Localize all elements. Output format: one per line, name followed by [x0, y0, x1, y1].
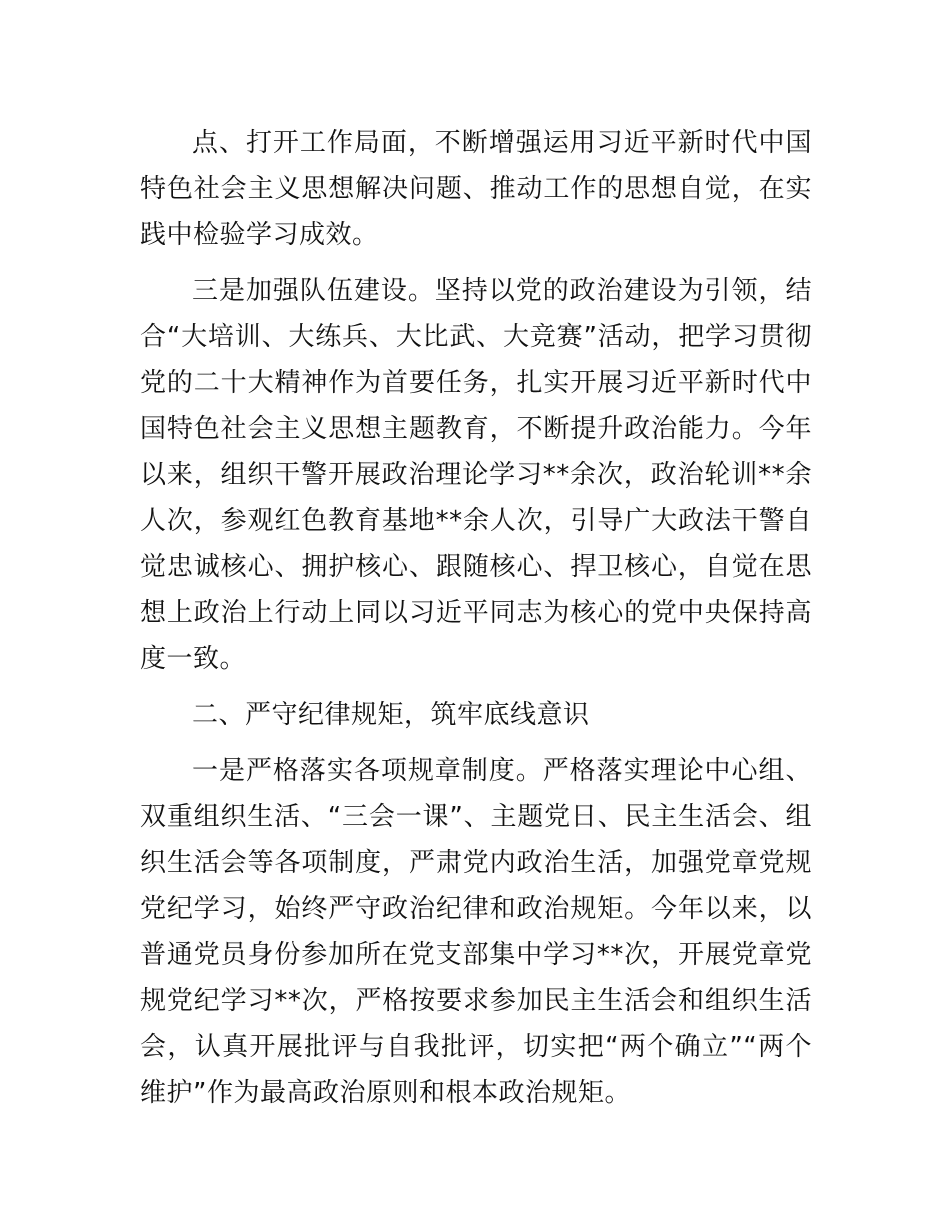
paragraph-team-building: 三是加强队伍建设。坚持以党的政治建设为引领，结合“大培训、大练兵、大比武、大竞赛”活动，把学习贯彻党的二十大精神作为首要任务，扎实开展习近平新时代中国特色社会主义思想主题教育，不断提升政治能力。今年以来，组织干警开展政治理论学习**余次，政治轮训**余人次，参观红色教育基地**余人次，引导广大政法干警自觉忠诚核心、拥护核心、跟随核心、捍卫核心，自觉在思想上政治上行动上同以习近平同志为核心的党中央保持高度一致。 [140, 276, 812, 674]
paragraph-regulations: 一是严格落实各项规章制度。严格落实理论中心组、双重组织生活、“三会一课”、主题党日、民主生活会、组织生活会等各项制度，严肃党内政治生活，加强党章党规党纪学习，始终严守政治纪律和政治规矩。今年以来，以普通党员身份参加所在党支部集中学习**次，开展党章党规党纪学习**次，严格按要求参加民主生活会和组织生活会，认真开展批评与自我批评，切实把“两个确立”“两个维护”作为最高政治原则和根本政治规矩。 [140, 756, 812, 1108]
paragraph-continuation: 点、打开工作局面，不断增强运用习近平新时代中国特色社会主义思想解决问题、推动工作的思想自觉，在实践中检验学习成效。 [140, 128, 812, 250]
document-body [140, 120, 812, 1126]
section-heading-discipline: 二、严守纪律规矩，筑牢底线意识 [192, 700, 590, 730]
